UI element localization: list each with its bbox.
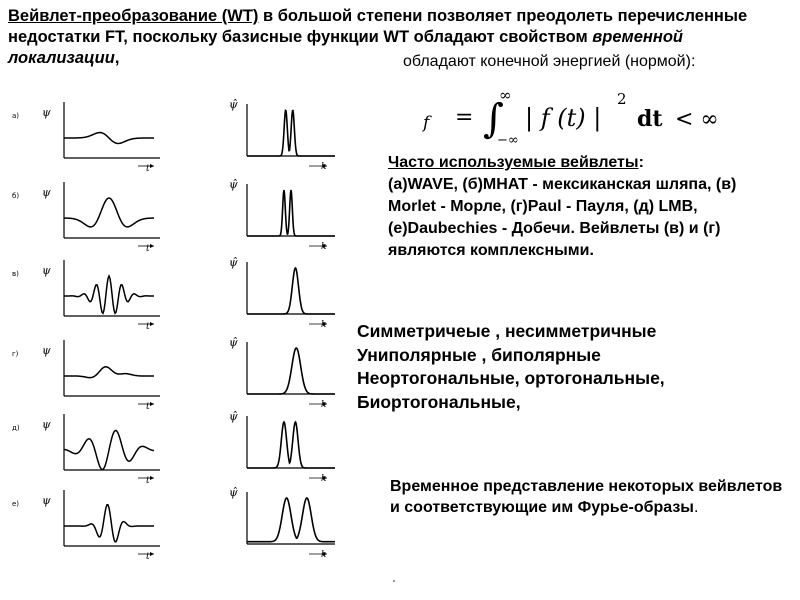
- formula-lower-limit: −∞: [497, 133, 519, 148]
- intro-comma: ,: [114, 49, 120, 67]
- psi-hat-symbol: ψ̂: [229, 486, 238, 499]
- wavelets-body: (а)WAVE, (б)MHAT - мексиканская шляпа, (в) Morlet - Морле, (г)Paul - Пауля, (д) LMB, (е)Daubechies - Добечи. Вейвлеты (в) и (г) являются комплексными.: [388, 176, 737, 259]
- wavelet-curve: [64, 505, 154, 542]
- psi-hat-symbol: ψ̂: [229, 178, 238, 191]
- k-axis-label: k: [321, 400, 327, 410]
- spectrum-plot-paul: [229, 336, 345, 412]
- t-axis-label: t: [146, 164, 150, 174]
- psi-symbol: ψ: [42, 264, 51, 277]
- t-axis-label: t: [146, 322, 150, 332]
- spectrum-curve: [247, 268, 335, 314]
- wavelet-plot-daubechies: [42, 488, 170, 562]
- wavelet-axes: [50, 412, 170, 482]
- wavelet-axes: [50, 180, 170, 250]
- property-line: Неортогональные, ортогональные,: [357, 368, 665, 388]
- wavelet-curve: [64, 133, 154, 144]
- panel-label: в): [12, 270, 19, 278]
- spectrum-plot-daubechies: [229, 486, 345, 562]
- intro-emphasis: временной локализации: [8, 28, 683, 67]
- property-line: Симметричеые , несимметричные: [357, 321, 657, 341]
- wavelet-axes: [50, 338, 170, 408]
- spectrum-plot-lmb: [229, 410, 345, 486]
- formula-upper-limit: ∞: [499, 86, 512, 104]
- k-axis-label: k: [321, 320, 327, 330]
- wavelet-curve: [64, 430, 154, 469]
- psi-symbol: ψ: [42, 418, 51, 431]
- psi-hat-symbol: ψ̂: [229, 256, 238, 269]
- panel-label: а): [12, 112, 20, 120]
- wavelet-properties: [357, 320, 787, 414]
- t-axis-label: t: [146, 552, 150, 562]
- wavelet-axes: [50, 488, 170, 558]
- panel-label: г): [12, 350, 19, 358]
- spectrum-axes: [235, 178, 345, 254]
- k-axis-label: k: [321, 474, 327, 484]
- formula-integral: ∫: [483, 96, 504, 142]
- wavelet-plot-morlet: [42, 258, 170, 332]
- spectrum-axes: [235, 256, 345, 332]
- panel-label: е): [12, 500, 20, 508]
- property-line: Биортогональные,: [357, 391, 521, 412]
- spectrum-plot-wave: [229, 98, 345, 174]
- wavelets-heading: Часто используемые вейвлеты: [388, 154, 639, 171]
- spectrum-plot-morlet: [229, 256, 345, 332]
- wavelet-axes: [50, 100, 170, 170]
- psi-symbol: ψ: [42, 186, 51, 199]
- wavelet-curve: [64, 276, 154, 313]
- spectrum-curve: [247, 348, 335, 394]
- formula-rhs: < ∞: [675, 107, 719, 132]
- wavelets-colon: :: [638, 154, 644, 171]
- psi-hat-symbol: ψ̂: [229, 336, 238, 349]
- spectrum-curve: [247, 190, 335, 236]
- panel-label: д): [12, 424, 20, 432]
- spectrum-axes: [235, 336, 345, 412]
- wavelet-plot-paul: [42, 338, 170, 412]
- spectrum-curve: [247, 422, 335, 468]
- formula-lhs: f: [423, 113, 430, 133]
- wavelet-curve: [64, 367, 154, 378]
- psi-hat-symbol: ψ̂: [229, 410, 238, 423]
- wavelet-plot-lmb: [42, 412, 170, 486]
- k-axis-label: k: [321, 162, 327, 172]
- psi-symbol: ψ: [42, 494, 51, 507]
- formula-equals: =: [455, 105, 474, 130]
- wavelet-plot-wave: [42, 100, 170, 174]
- wavelet-curve: [64, 198, 154, 227]
- caption-text: Временное представление некоторых вейвлетов и соответствующие им Фурье-образы: [390, 478, 783, 516]
- k-axis-label: k: [321, 242, 327, 252]
- psi-symbol: ψ: [42, 106, 51, 119]
- wavelet-axes: [50, 258, 170, 328]
- energy-formula: [405, 80, 755, 152]
- figure-caption: [390, 476, 790, 518]
- caption-dot: .: [693, 499, 699, 516]
- formula-body: | f (t) |: [525, 104, 602, 132]
- psi-hat-symbol: ψ̂: [229, 98, 238, 111]
- spectrum-curve: [247, 498, 335, 542]
- t-axis-label: t: [146, 402, 150, 412]
- spectrum-axes: [235, 98, 345, 174]
- spectrum-curve: [247, 110, 335, 156]
- t-axis-label: t: [146, 244, 150, 254]
- t-axis-label: t: [146, 476, 150, 486]
- psi-symbol: ψ: [42, 344, 51, 357]
- intro-term: Вейвлет-преобразование (WT): [8, 7, 259, 25]
- property-line: Униполярные , биполярные: [357, 344, 601, 365]
- formula-dt: dt: [637, 106, 663, 132]
- spectrum-plot-mhat: [229, 178, 345, 254]
- energy-text: обладают конечной энергией (нормой):: [403, 53, 696, 70]
- decorative-dot: [393, 580, 395, 582]
- formula-exponent: 2: [617, 90, 627, 108]
- wavelet-plot-mhat: [42, 180, 170, 254]
- intro-text: в большой степени позволяет преодолеть перечисленные недостатки FT, поскольку базисные функции WT обладают свойством: [8, 7, 748, 46]
- wavelets-description: [388, 152, 783, 262]
- spectrum-axes: [235, 486, 345, 562]
- k-axis-label: k: [321, 550, 327, 560]
- spectrum-axes: [235, 410, 345, 486]
- panel-label: б): [12, 192, 20, 200]
